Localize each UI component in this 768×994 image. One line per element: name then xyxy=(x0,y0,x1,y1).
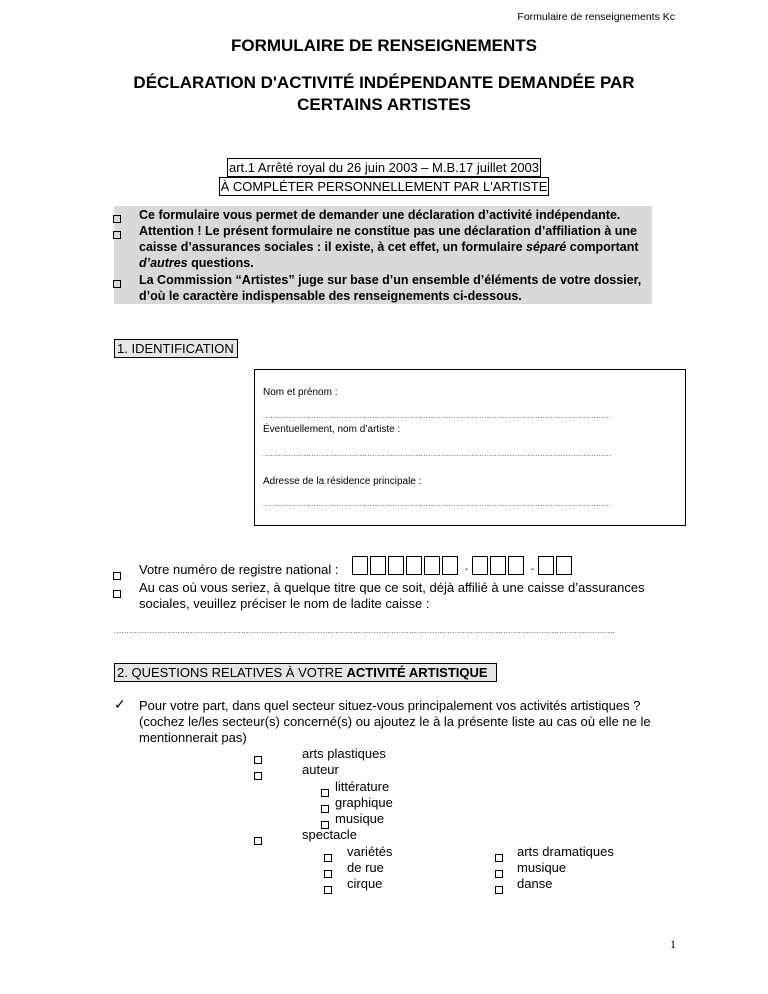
checkbox-icon xyxy=(113,567,121,585)
running-header: Formulaire de renseignements Kc xyxy=(517,11,675,23)
section-1-heading: 1. IDENTIFICATION xyxy=(114,339,238,358)
national-number-field[interactable] xyxy=(352,556,574,575)
sector-musique: musique xyxy=(335,811,385,826)
subtitle-line-2: CERTAINS ARTISTES xyxy=(297,95,471,114)
artist-name-label: Éventuellement, nom d’artiste : xyxy=(263,424,401,435)
digit-box[interactable] xyxy=(424,556,440,575)
notice-text: caisse d’assurances sociales : il existe, à cet effet, un formulaire xyxy=(139,240,523,254)
notice-emphasis: séparé xyxy=(526,240,567,254)
legal-reference-line-1: art.1 Arrêté royal du 26 juin 2003 – M.B.17 juillet 2003 xyxy=(228,160,540,175)
sector-arts-plastiques: arts plastiques xyxy=(302,746,386,761)
digit-box[interactable] xyxy=(472,556,488,575)
question-line-3: mentionnerait pas) xyxy=(139,730,247,745)
sector-varietes: variétés xyxy=(347,844,393,859)
sector-auteur: auteur xyxy=(302,762,339,777)
digit-box[interactable] xyxy=(490,556,506,575)
notice-item-2-line-1: Attention ! Le présent formulaire ne constitue pas une déclaration d’affiliation à une xyxy=(139,224,637,238)
sector-graphique: graphique xyxy=(335,795,393,810)
checkbox-icon xyxy=(113,226,121,244)
notice-emphasis: d’autres xyxy=(139,256,188,270)
sector-cirque: cirque xyxy=(347,876,383,891)
digit-box[interactable] xyxy=(352,556,368,575)
affiliation-question-line-1: Au cas où vous seriez, à quelque titre que ce soit, déjà affilié à une caisse d’assurances xyxy=(139,580,645,595)
affiliation-field[interactable]: ..................................................................................................................................................................................................... xyxy=(114,628,616,635)
checkbox-icon xyxy=(113,585,121,603)
sector-spectacle: spectacle xyxy=(302,827,357,842)
section-2-title: 2. QUESTIONS RELATIVES À VOTRE xyxy=(117,665,343,680)
notice-item-2-line-2 xyxy=(139,239,639,255)
checkmark-icon: ✓ xyxy=(114,696,126,712)
subtitle-line-1: DÉCLARATION D'ACTIVITÉ INDÉPENDANTE DEMANDÉE PAR xyxy=(133,73,635,92)
checkbox-spectacle[interactable] xyxy=(254,832,262,850)
notice-item-1: Ce formulaire vous permet de demander une déclaration d’activité indépendante. xyxy=(139,208,621,222)
digit-box[interactable] xyxy=(556,556,572,575)
checkbox-danse[interactable] xyxy=(495,881,503,899)
page-title: FORMULAIRE DE RENSEIGNEMENTS xyxy=(230,36,538,55)
notice-text: comportant xyxy=(569,240,639,254)
checkbox-auteur[interactable] xyxy=(254,767,262,785)
separator: - xyxy=(464,564,469,575)
affiliation-question-line-2: sociales, veuillez préciser le nom de ladite caisse : xyxy=(139,596,430,611)
question-line-2: (cochez le/les secteur(s) concerné(s) ou ajoutez le à la présente liste au cas où elle ne le xyxy=(139,714,651,729)
checkbox-icon xyxy=(113,275,121,293)
section-2-heading xyxy=(114,663,497,682)
notice-item-2-line-3 xyxy=(139,255,254,271)
digit-box[interactable] xyxy=(538,556,554,575)
legal-reference xyxy=(0,158,768,196)
name-field[interactable]: ......................................................................................................................................... xyxy=(263,413,612,420)
checkbox-cirque[interactable] xyxy=(324,881,332,899)
sector-arts-dramatiques: arts dramatiques xyxy=(517,844,614,859)
notice-item-3-line-1: La Commission “Artistes” juge sur base d’un ensemble d’éléments de votre dossier, xyxy=(139,273,642,287)
notice-text: questions. xyxy=(191,256,254,270)
name-label: Nom et prénom : xyxy=(263,387,338,398)
digit-box[interactable] xyxy=(406,556,422,575)
digit-box[interactable] xyxy=(388,556,404,575)
sector-de-rue: de rue xyxy=(347,860,384,875)
digit-box[interactable] xyxy=(442,556,458,575)
digit-box[interactable] xyxy=(508,556,524,575)
digit-box[interactable] xyxy=(370,556,386,575)
page-number: 1 xyxy=(670,937,676,951)
question-line-1: Pour votre part, dans quel secteur situez-vous principalement vos activités artistiques ? xyxy=(139,698,641,713)
sector-danse: danse xyxy=(517,876,553,891)
page-subtitle xyxy=(0,72,768,116)
notice-item-3-line-2: d’où le caractère indispensable des renseignements ci-dessous. xyxy=(139,289,522,303)
sector-musique-spectacle: musique xyxy=(517,860,567,875)
separator: - xyxy=(530,564,535,575)
address-field[interactable]: ......................................................................................................................................... xyxy=(263,501,612,508)
national-number-label: Votre numéro de registre national : xyxy=(139,562,339,577)
section-2-title-emphasis: ACTIVITÉ ARTISTIQUE xyxy=(346,665,488,680)
legal-reference-line-2: À COMPLÉTER PERSONNELLEMENT PAR L'ARTISTE xyxy=(220,179,548,194)
sector-litterature: littérature xyxy=(335,779,390,794)
address-label: Adresse de la résidence principale : xyxy=(263,476,422,487)
artist-name-field[interactable]: ......................................................................................................................................... xyxy=(263,451,612,458)
